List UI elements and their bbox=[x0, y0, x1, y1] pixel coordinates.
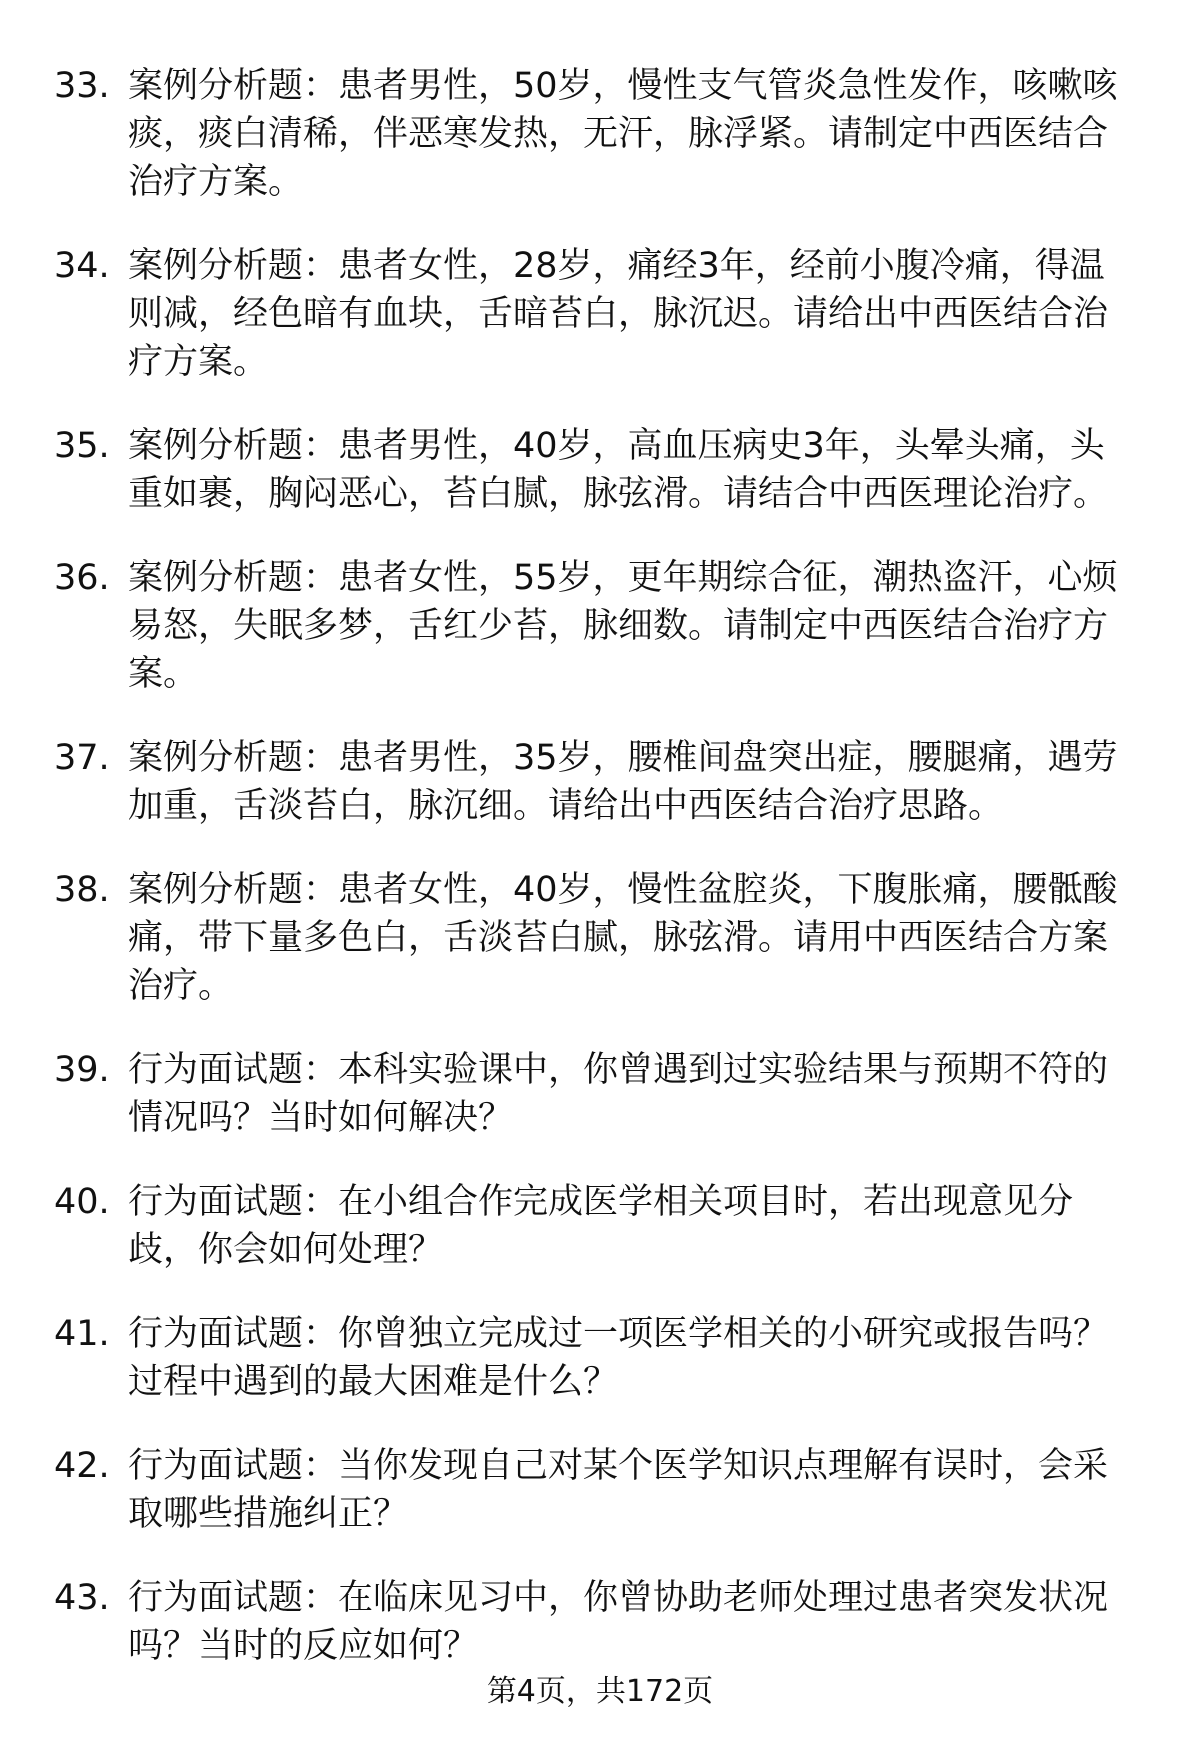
question-number: 43. bbox=[54, 1578, 110, 1618]
question-text bbox=[128, 734, 1200, 830]
question-item bbox=[0, 1442, 1200, 1538]
question-number: 34. bbox=[54, 246, 110, 286]
question-text-line: 取哪些措施纠正？ bbox=[128, 1494, 409, 1534]
question-text-line: 案例分析题：患者女性，28岁，痛经3年，经前小腹冷痛，得温 bbox=[128, 246, 1105, 286]
question-item bbox=[0, 866, 1200, 1010]
question-text bbox=[128, 1574, 1200, 1670]
question-item bbox=[0, 1046, 1200, 1142]
question-item bbox=[0, 62, 1200, 206]
question-text-line: 过程中遇到的最大困难是什么？ bbox=[128, 1362, 619, 1402]
question-text bbox=[128, 62, 1200, 206]
question-item bbox=[0, 734, 1200, 830]
question-number: 38. bbox=[54, 870, 110, 910]
question-text-line: 治疗。 bbox=[128, 966, 234, 1006]
question-number: 36. bbox=[54, 558, 110, 598]
question-text bbox=[128, 242, 1200, 386]
question-number: 35. bbox=[54, 426, 110, 466]
question-item bbox=[0, 422, 1200, 518]
question-text bbox=[128, 422, 1200, 518]
question-text-line: 行为面试题：在小组合作完成医学相关项目时，若出现意见分 bbox=[128, 1182, 1074, 1222]
question-text bbox=[128, 866, 1200, 1010]
question-text-line: 行为面试题：当你发现自己对某个医学知识点理解有误时，会采 bbox=[128, 1446, 1109, 1486]
question-item bbox=[0, 1574, 1200, 1670]
question-text-line: 案例分析题：患者女性，55岁，更年期综合征，潮热盗汗，心烦 bbox=[128, 558, 1118, 598]
question-text-line: 歧，你会如何处理？ bbox=[128, 1230, 444, 1270]
question-item bbox=[0, 1310, 1200, 1406]
question-text-line: 案例分析题：患者男性，35岁，腰椎间盘突出症，腰腿痛，遇劳 bbox=[128, 738, 1118, 778]
question-text-line: 吗？当时的反应如何？ bbox=[128, 1626, 479, 1666]
question-text-line: 治疗方案。 bbox=[128, 162, 304, 202]
question-text-line: 案例分析题：患者女性，40岁，慢性盆腔炎，下腹胀痛，腰骶酸 bbox=[128, 870, 1118, 910]
question-text-line: 行为面试题：在临床见习中，你曾协助老师处理过患者突发状况 bbox=[128, 1578, 1109, 1618]
question-text bbox=[128, 1310, 1200, 1406]
question-text-line: 案例分析题：患者男性，50岁，慢性支气管炎急性发作，咳嗽咳 bbox=[128, 66, 1118, 106]
question-text bbox=[128, 1046, 1200, 1142]
question-text-line: 情况吗？当时如何解决？ bbox=[128, 1098, 514, 1138]
question-number: 40. bbox=[54, 1182, 110, 1222]
question-text-line: 加重，舌淡苔白，脉沉细。请给出中西医结合治疗思路。 bbox=[128, 786, 1004, 826]
question-number: 33. bbox=[54, 66, 110, 106]
question-number: 41. bbox=[54, 1314, 110, 1354]
question-number: 37. bbox=[54, 738, 110, 778]
question-text bbox=[128, 554, 1200, 698]
question-text bbox=[128, 1442, 1200, 1538]
question-text-line: 则减，经色暗有血块，舌暗苔白，脉沉迟。请给出中西医结合治 bbox=[128, 294, 1109, 334]
question-text-line: 痰，痰白清稀，伴恶寒发热，无汗，脉浮紧。请制定中西医结合 bbox=[128, 114, 1109, 154]
question-number: 39. bbox=[54, 1050, 110, 1090]
question-item bbox=[0, 554, 1200, 698]
question-item bbox=[0, 242, 1200, 386]
question-list bbox=[0, 62, 1200, 1706]
question-number: 42. bbox=[54, 1446, 110, 1486]
question-text-line: 案。 bbox=[128, 654, 199, 694]
question-text-line: 重如裹，胸闷恶心，苔白腻，脉弦滑。请结合中西医理论治疗。 bbox=[128, 474, 1109, 514]
page-footer: 第4页，共172页 bbox=[486, 1674, 714, 1709]
question-text-line: 痛，带下量多色白，舌淡苔白腻，脉弦滑。请用中西医结合方案 bbox=[128, 918, 1109, 958]
question-item bbox=[0, 1178, 1200, 1274]
question-text bbox=[128, 1178, 1200, 1274]
question-text-line: 疗方案。 bbox=[128, 342, 269, 382]
question-text-line: 行为面试题：本科实验课中，你曾遇到过实验结果与预期不符的 bbox=[128, 1050, 1109, 1090]
question-text-line: 行为面试题：你曾独立完成过一项医学相关的小研究或报告吗？ bbox=[128, 1314, 1109, 1354]
question-text-line: 易怒，失眠多梦，舌红少苔，脉细数。请制定中西医结合治疗方 bbox=[128, 606, 1109, 646]
question-text-line: 案例分析题：患者男性，40岁，高血压病史3年，头晕头痛，头 bbox=[128, 426, 1105, 466]
